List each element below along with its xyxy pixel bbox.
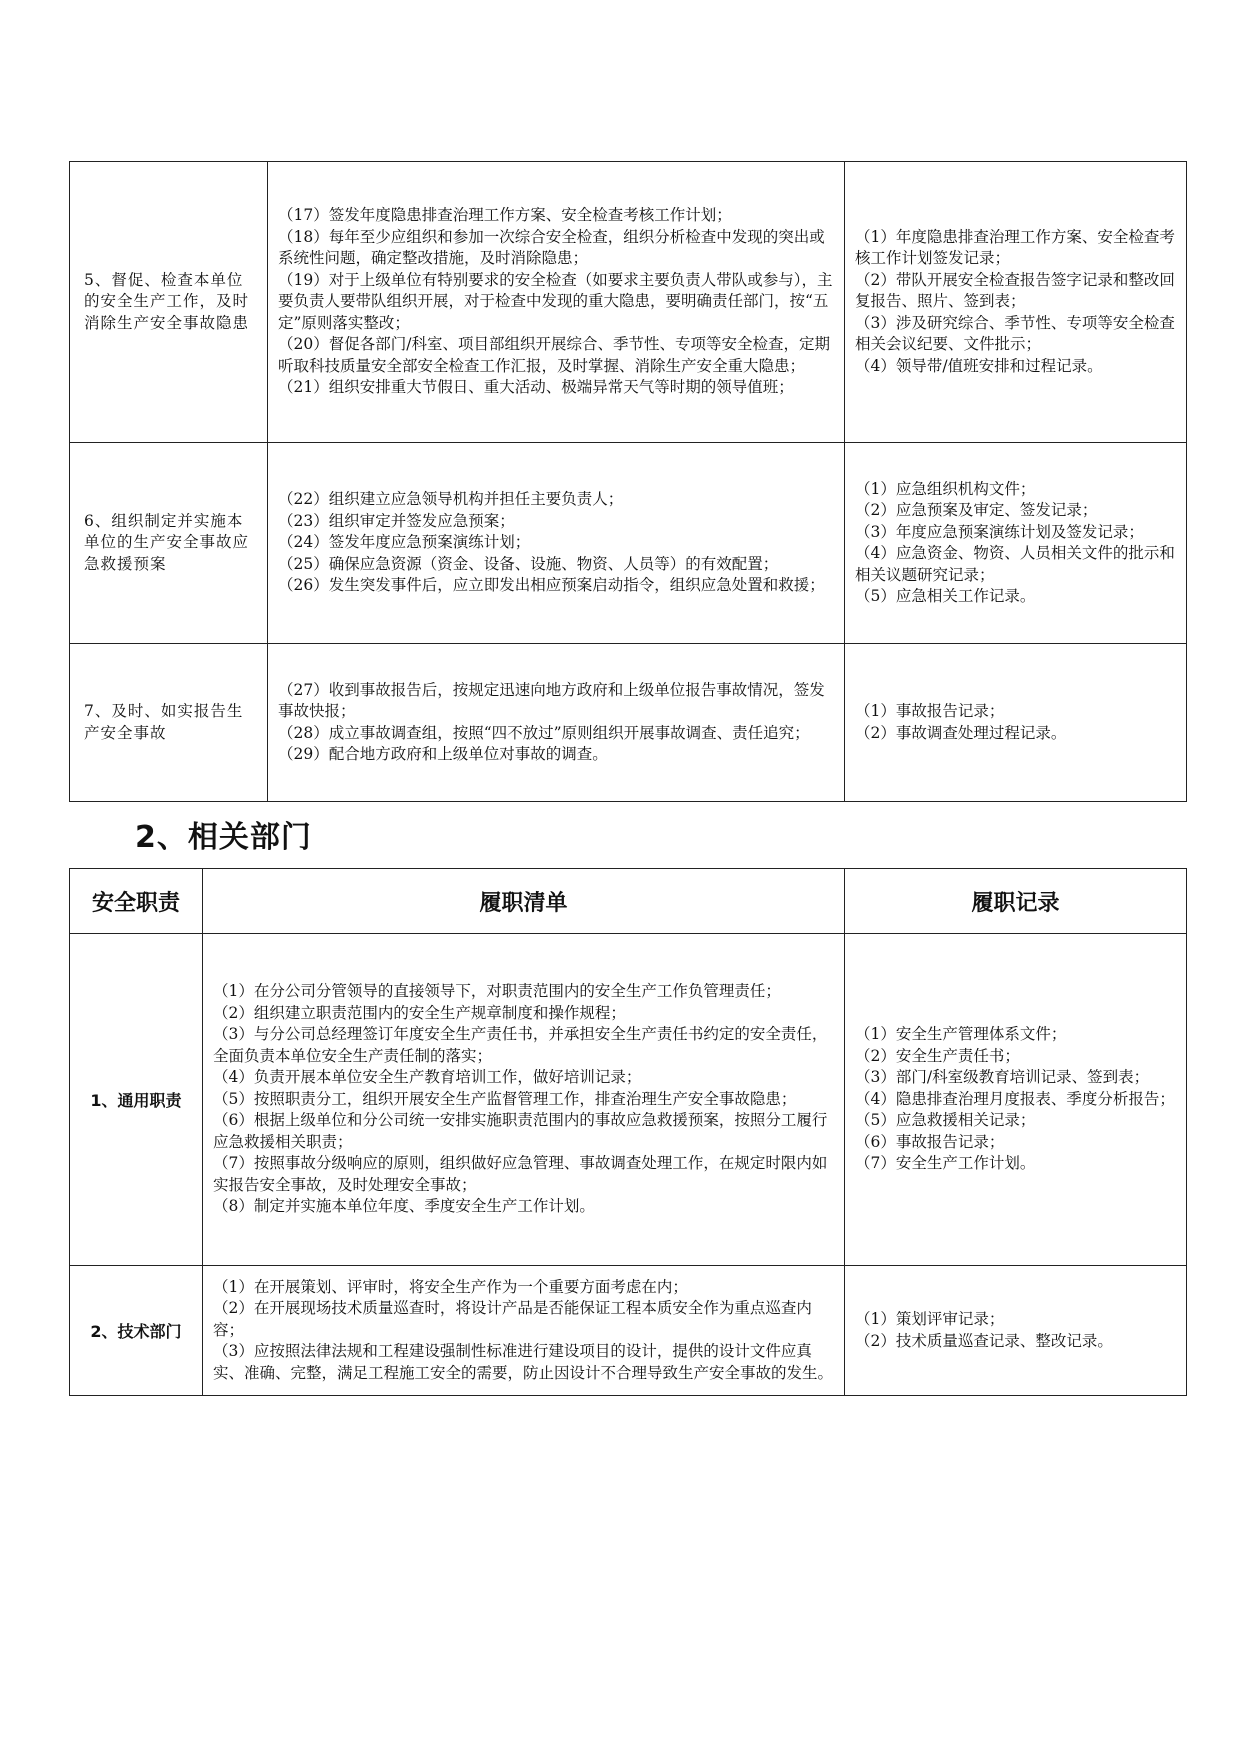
duty-cell: 6、组织制定并实施本单位的生产安全事故应急救援预案 — [70, 443, 268, 644]
list-item: （5）应急相关工作记录。 — [855, 587, 1036, 605]
list-item: （4）隐患排查治理月度报表、季度分析报告； — [855, 1089, 1175, 1108]
department-cell: 1、通用职责 — [70, 934, 203, 1266]
list-item: （1）策划评审记录； — [855, 1310, 1005, 1328]
table-row — [70, 644, 1187, 802]
duty-table-1 — [69, 161, 1187, 802]
duty-list-cell — [268, 443, 845, 644]
list-item: （4）负责开展本单位安全生产教育培训工作，做好培训记录； — [213, 1068, 642, 1087]
table-row — [70, 443, 1187, 644]
duty-list-cell — [203, 1266, 845, 1396]
list-item: （7）按照事故分级响应的原则，组织做好应急管理、事故调查处理工作，在规定时限内如实报告安全事故，及时处理安全事故； — [213, 1154, 828, 1194]
duty-list-cell — [268, 162, 845, 443]
list-item: （1）在分公司分管领导的直接领导下，对职责范围内的安全生产工作负管理责任； — [213, 982, 781, 1001]
list-item: （6）根据上级单位和分公司统一安排实施职责范围内的事故应急救援预案，按照分工履行应急救援相关职责； — [213, 1111, 828, 1151]
list-item: （5）应急救援相关记录； — [855, 1111, 1036, 1130]
list-item: （3）部门/科室级教育培训记录、签到表； — [855, 1068, 1150, 1087]
list-item: （1）在开展策划、评审时，将安全生产作为一个重要方面考虑在内； — [213, 1277, 688, 1296]
list-item: （20）督促各部门/科室、项目部组织开展综合、季节性、专项等安全检查，定期听取科技质量安全部安全检查工作汇报，及时掌握、消除生产安全重大隐患； — [278, 335, 830, 375]
table-row — [70, 162, 1187, 443]
duty-table-2 — [69, 868, 1187, 1396]
list-item: （5）按照职责分工，组织开展安全生产监督管理工作，排查治理生产安全事故隐患； — [213, 1089, 797, 1108]
list-item: （1）年度隐患排查治理工作方案、安全检查考核工作计划签发记录； — [855, 227, 1175, 268]
list-item: （2）在开展现场技术质量巡查时，将设计产品是否能保证工程本质安全作为重点巡查内容； — [213, 1299, 812, 1339]
list-item: （3）涉及研究综合、季节性、专项等安全检查相关会议纪要、文件批示； — [855, 313, 1175, 354]
list-item: （1）应急组织机构文件； — [855, 479, 1036, 498]
record-cell — [845, 162, 1187, 443]
list-item: （27）收到事故报告后，按规定迅速向地方政府和上级单位报告事故情况，签发事故快报； — [278, 680, 825, 720]
list-item: （24）签发年度应急预案演练计划； — [278, 533, 531, 552]
column-header: 履职记录 — [845, 869, 1187, 934]
duty-cell: 5、督促、检查本单位的安全生产工作，及时消除生产安全事故隐患 — [70, 162, 268, 443]
list-item: （6）事故报告记录； — [855, 1132, 1005, 1151]
list-item: （25）确保应急资源（资金、设备、设施、物资、人员等）的有效配置； — [278, 554, 779, 573]
list-item: （29）配合地方政府和上级单位对事故的调查。 — [278, 745, 608, 763]
list-item: （28）成立事故调查组，按照“四不放过”原则组织开展事故调查、责任追究； — [278, 723, 810, 742]
list-item: （2）事故调查处理过程记录。 — [855, 723, 1067, 742]
list-item: （8）制定并实施本单位年度、季度安全生产工作计划。 — [213, 1197, 595, 1216]
list-item: （3）应按照法律法规和工程建设强制性标准进行建设项目的设计，提供的设计文件应真实、准确、完整，满足工程施工安全的需要，防止因设计不合理导致生产安全事故的发生。 — [213, 1342, 834, 1382]
record-cell — [845, 934, 1187, 1266]
record-cell — [845, 644, 1187, 802]
list-item: （1）安全生产管理体系文件； — [855, 1025, 1067, 1044]
column-header: 安全职责 — [70, 869, 203, 934]
table-header-row — [70, 869, 1187, 934]
list-item: （2）技术质量巡查记录、整改记录。 — [855, 1331, 1113, 1350]
department-cell: 2、技术部门 — [70, 1266, 203, 1396]
list-item: （4）领导带/值班安排和过程记录。 — [855, 356, 1103, 375]
list-item: （4）应急资金、物资、人员相关文件的批示和相关议题研究记录； — [855, 544, 1175, 584]
table-row — [70, 934, 1187, 1266]
list-item: （21）组织安排重大节假日、重大活动、极端异常天气等时期的领导值班； — [278, 378, 794, 397]
list-item: （2）应急预案及审定、签发记录； — [855, 501, 1098, 519]
duty-cell: 7、及时、如实报告生产安全事故 — [70, 644, 268, 802]
record-cell — [845, 443, 1187, 644]
list-item: （17）签发年度隐患排查治理工作方案、安全检查考核工作计划； — [278, 206, 732, 225]
list-item: （3）与分公司总经理签订年度安全生产责任书，并承担安全生产责任书约定的安全责任，全面负责本单位安全生产责任制的落实； — [213, 1025, 828, 1065]
section-heading: 2、相关部门 — [135, 820, 312, 855]
list-item: （1）事故报告记录； — [855, 702, 1005, 720]
list-item: （2）组织建立职责范围内的安全生产规章制度和操作规程； — [213, 1003, 626, 1022]
list-item: （26）发生突发事件后，应立即发出相应预案启动指令，组织应急处置和救援； — [278, 576, 825, 595]
list-item: （22）组织建立应急领导机构并担任主要负责人； — [278, 490, 624, 509]
list-item: （7）安全生产工作计划。 — [855, 1154, 1036, 1173]
duty-list-cell — [268, 644, 845, 802]
duty-list-cell — [203, 934, 845, 1266]
list-item: （2）带队开展安全检查报告签字记录和整改回复报告、照片、签到表； — [855, 270, 1175, 311]
list-item: （3）年度应急预案演练计划及签发记录； — [855, 522, 1144, 541]
table-row — [70, 1266, 1187, 1396]
list-item: （18）每年至少应组织和参加一次综合安全检查，组织分析检查中发现的突出或系统性问题，确定整改措施，及时消除隐患； — [278, 227, 825, 268]
list-item: （2）安全生产责任书； — [855, 1046, 1020, 1065]
list-item: （23）组织审定并签发应急预案； — [278, 511, 515, 530]
list-item: （19）对于上级单位有特别要求的安全检查（如要求主要负责人带队或参与），主要负责人要带队组织开展，对于检查中发现的重大隐患，要明确责任部门，按“五定”原则落实整改； — [278, 270, 833, 332]
record-cell — [845, 1266, 1187, 1396]
column-header: 履职清单 — [203, 869, 845, 934]
